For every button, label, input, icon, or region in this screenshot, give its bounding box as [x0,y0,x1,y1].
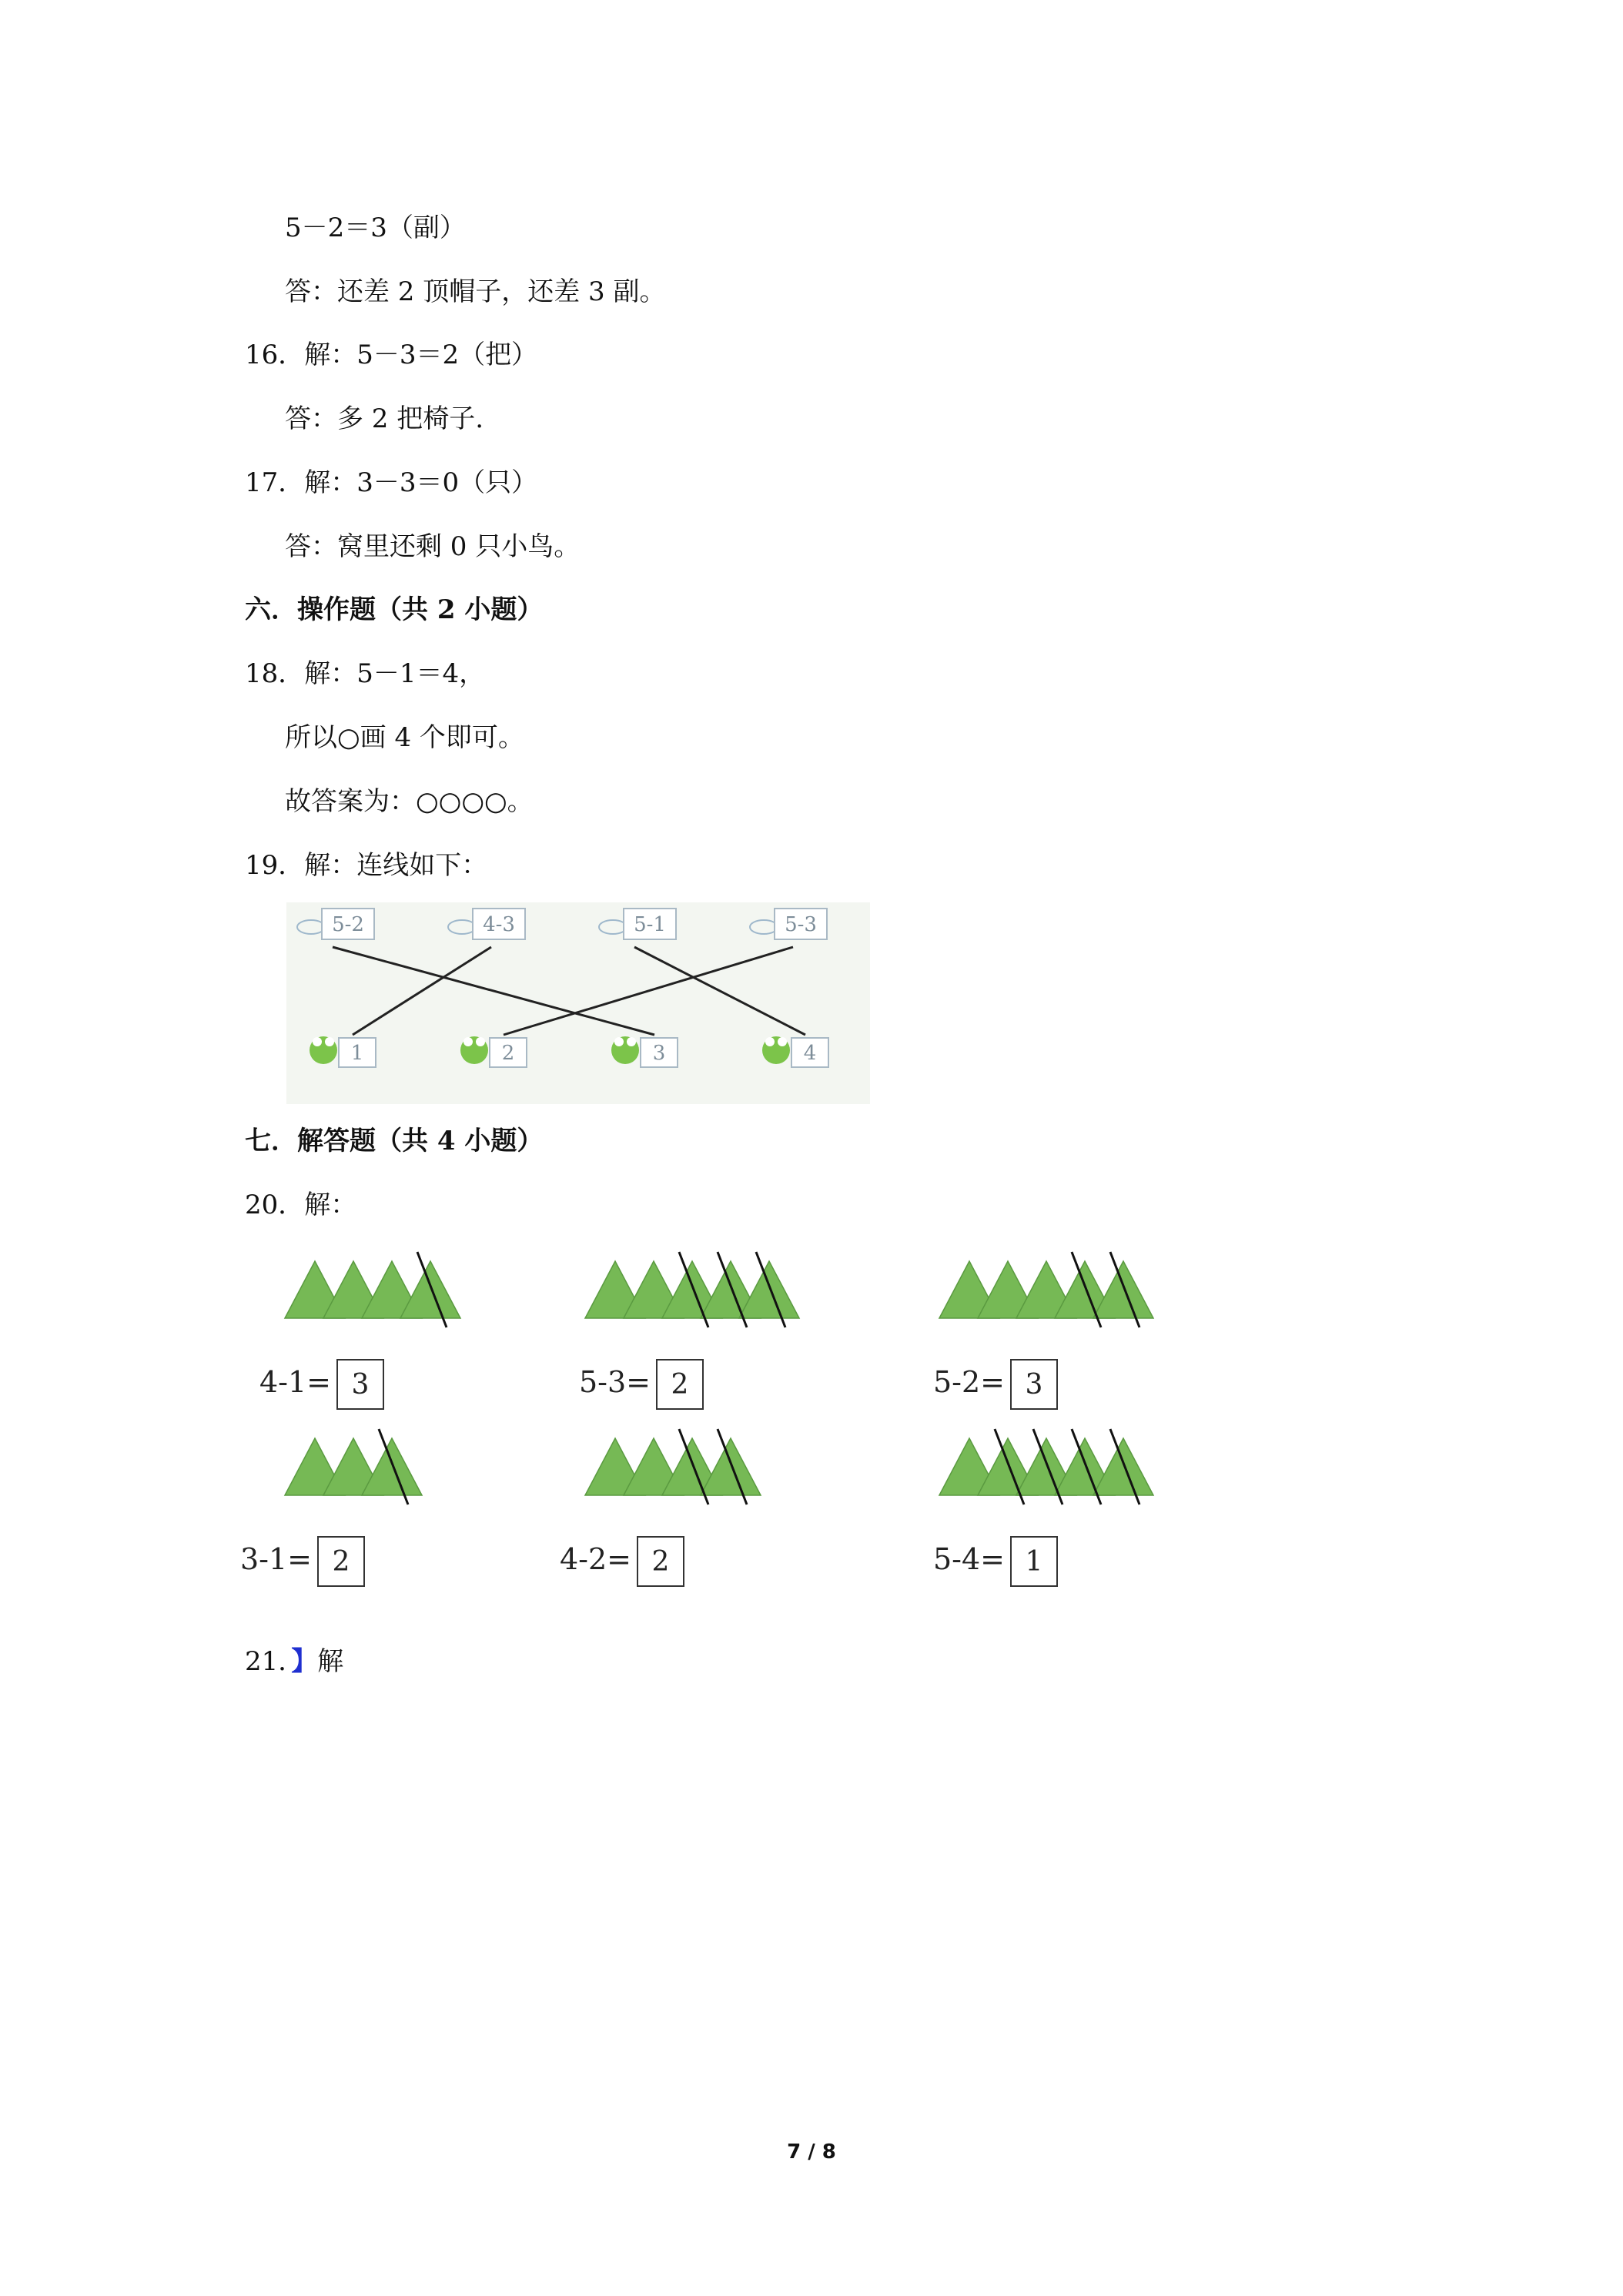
section-heading-7: 七．解答题（共 4 小题） [245,1126,544,1156]
answer-number: 1 [1025,1546,1043,1578]
number-label: 4 [803,1042,817,1065]
triangle-subtraction-figure [239,1253,1250,1600]
equation-text: 4-2= [559,1542,631,1576]
frog-eye [627,1037,636,1046]
frog-eye [614,1037,624,1046]
equation-text: 4-1= [259,1365,331,1399]
matching-diagram [286,902,870,1104]
expression-label: 5-2 [332,913,364,936]
bracket-mark: 】 [291,1646,318,1677]
question-18-solution: 18．解：5－1＝4， [245,658,486,689]
equation-line: 5－2＝3（副） [285,213,466,243]
frog-card [762,1036,828,1067]
question-16-solution: 16．解：5－3＝2（把） [245,340,538,370]
expression-label: 5-3 [785,913,817,936]
answer-line: 答：多 2 把椅子. [285,403,484,434]
question-17-solution: 17．解：3－3＝0（只） [245,467,538,498]
question-19-solution: 19．解：连线如下： [245,850,488,881]
equation-text: 5-4= [932,1542,1005,1576]
expression-label: 5-1 [634,913,666,936]
expression-label: 4-3 [483,913,515,936]
frog-card [310,1036,376,1067]
answer-number: 2 [671,1369,689,1401]
answer-number: 2 [651,1546,670,1578]
number-label: 2 [501,1042,515,1065]
solution-word: 解 [317,1646,344,1677]
frog-eye [778,1037,787,1046]
page-number: 7 / 8 [787,2140,836,2164]
explanation-line: 所以○画 4 个即可。 [285,722,524,753]
frog-eye [313,1037,322,1046]
answer-line: 答：窝里还剩 0 只小鸟。 [285,531,581,562]
answer-line: 答：还差 2 顶帽子，还差 3 副。 [285,276,666,307]
number-label: 3 [652,1042,666,1065]
answer-number: 2 [332,1546,350,1578]
answer-number: 3 [351,1369,370,1401]
equation-text: 5-3= [578,1365,651,1399]
equation-text: 5-2= [932,1365,1005,1399]
frog-eye [476,1037,485,1046]
equation-text: 3-1= [239,1542,312,1576]
number-label: 1 [350,1042,364,1065]
frog-eye [765,1037,775,1046]
frog-card [611,1036,678,1067]
question-21-solution [245,1646,343,1677]
question-20-solution: 20．解： [245,1190,357,1220]
final-answer-line: 故答案为：○○○○。 [285,786,534,817]
question-number: 21． [245,1646,292,1677]
frog-eye [325,1037,334,1046]
frog-card [460,1036,527,1067]
section-heading-6: 六．操作题（共 2 小题） [245,594,544,625]
answer-number: 3 [1025,1369,1043,1401]
frog-eye [463,1037,473,1046]
